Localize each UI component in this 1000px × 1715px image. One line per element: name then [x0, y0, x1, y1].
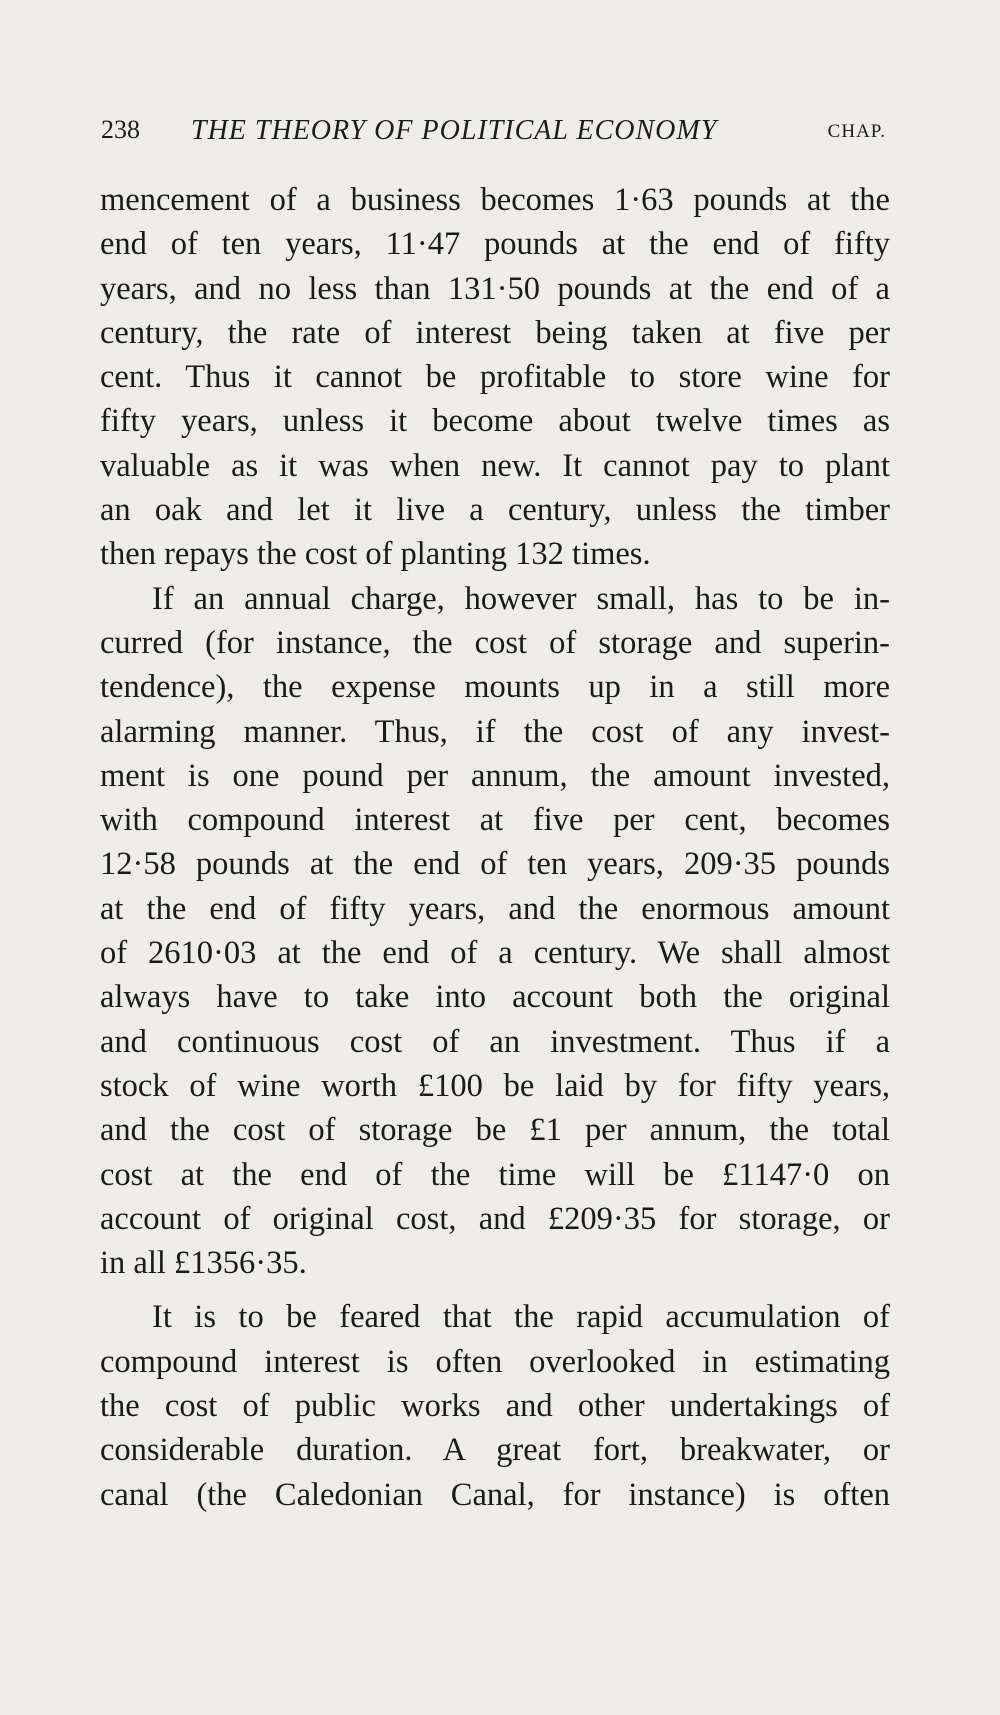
text-line: ment is one pound per annum, the amount invested,	[100, 757, 890, 794]
paragraph-1	[100, 178, 890, 577]
text-line: alarming manner. Thus, if the cost of any invest-	[100, 713, 890, 750]
text-line: cent. Thus it cannot be profitable to store wine for	[100, 359, 890, 396]
text-line: cost at the end of the time will be £1147·0 on	[100, 1156, 890, 1193]
text-line: century, the rate of interest being taken at five per	[100, 314, 890, 351]
text-line: of 2610·03 at the end of a century. We shall almost	[100, 935, 890, 972]
text-line: an oak and let it live a century, unless the timber	[100, 492, 890, 529]
body-text	[100, 178, 890, 1517]
text-line: curred (for instance, the cost of storage and superin-	[100, 624, 890, 661]
text-line: then repays the cost of planting 132 times.	[100, 536, 651, 573]
text-line: tendence), the expense mounts up in a still more	[100, 669, 890, 706]
text-line: end of ten years, 11·47 pounds at the end of fifty	[100, 226, 890, 263]
text-line: 12·58 pounds at the end of ten years, 209·35 pounds	[100, 846, 890, 883]
text-line: valuable as it was when new. It cannot pay to plant	[100, 447, 890, 484]
text-line: with compound interest at five per cent, becomes	[100, 802, 890, 839]
text-line: stock of wine worth £100 be laid by for fifty years,	[100, 1067, 890, 1104]
text-line: years, and no less than 131·50 pounds at the end of a	[100, 270, 890, 307]
text-line: and the cost of storage be £1 per annum, the total	[100, 1112, 890, 1149]
text-line: It is to be feared that the rapid accumulation of	[152, 1299, 890, 1336]
paragraph-2	[100, 577, 890, 1286]
text-line: the cost of public works and other undertakings of	[100, 1388, 890, 1425]
text-line: canal (the Caledonian Canal, for instance) is often	[100, 1476, 890, 1513]
chapter-label: CHAP.	[827, 121, 886, 142]
page-number: 238	[101, 115, 140, 144]
running-title: THE THEORY OF POLITICAL ECONOMY	[191, 115, 718, 146]
text-line: If an annual charge, however small, has to be in-	[152, 580, 890, 617]
running-header	[101, 115, 886, 155]
paragraph-spacer	[100, 1285, 890, 1295]
text-line: account of original cost, and £209·35 for storage, or	[100, 1200, 890, 1237]
text-line: mencement of a business becomes 1·63 pounds at the	[100, 182, 890, 218]
text-line: in all £1356·35.	[100, 1245, 307, 1282]
text-line: always have to take into account both the original	[100, 979, 890, 1016]
text-line: fifty years, unless it become about twelve times as	[100, 403, 890, 440]
text-line: compound interest is often overlooked in estimating	[100, 1343, 890, 1380]
text-line: at the end of fifty years, and the enormous amount	[100, 890, 890, 927]
paragraph-3	[100, 1295, 890, 1516]
text-line: and continuous cost of an investment. Thus if a	[100, 1023, 890, 1060]
text-line: considerable duration. A great fort, breakwater, or	[100, 1432, 890, 1469]
